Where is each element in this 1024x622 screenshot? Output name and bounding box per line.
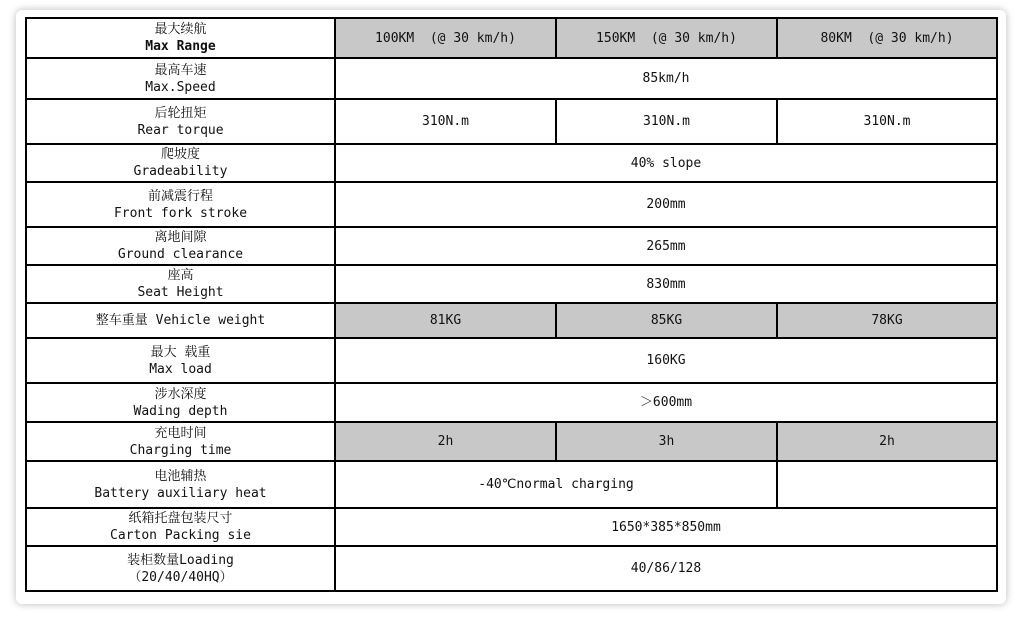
value-cell: 3h — [556, 422, 777, 461]
row-label — [26, 422, 335, 461]
spec-row-ground-clearance — [26, 227, 997, 265]
row-label: 整车重量 Vehicle weight — [26, 303, 335, 338]
label-en: Charging time — [129, 442, 232, 458]
row-label — [26, 508, 335, 546]
label-zh: 最高车速 — [154, 62, 207, 78]
row-label — [26, 182, 335, 227]
label-en: Gradeability — [133, 164, 228, 179]
spec-row-charging-time — [26, 422, 997, 461]
label-zh: 离地间隙 — [154, 230, 207, 245]
spec-row-max-speed — [26, 58, 997, 99]
value-cell: 40% slope — [335, 144, 997, 182]
label-en: Seat Height — [137, 285, 224, 300]
value-cell: 78KG — [777, 303, 997, 338]
label-en: Front fork stroke — [113, 205, 248, 221]
row-label — [26, 338, 335, 383]
spec-row-battery-heat — [26, 461, 997, 508]
label-zh: 最大续航 — [154, 22, 207, 37]
value-cell: 1650*385*850mm — [335, 508, 997, 546]
label-zh: 涉水深度 — [154, 386, 207, 402]
label-en: Rear torque — [137, 122, 224, 138]
label-en: Max.Speed — [145, 79, 216, 95]
label-zh: 充电时间 — [154, 425, 207, 441]
value-cell: 265mm — [335, 227, 997, 265]
value-cell: -40℃normal charging — [335, 461, 777, 508]
label-zh: 前减震行程 — [147, 188, 213, 204]
label-zh: 装柜数量Loading — [127, 552, 234, 568]
label-en: Wading depth — [133, 403, 228, 419]
label-en: Max load — [149, 361, 212, 377]
value-cell: 85KG — [556, 303, 777, 338]
row-label — [26, 265, 335, 303]
value-cell: 80KM (@ 30 km/h) — [777, 18, 997, 58]
value-cell: 310N.m — [335, 99, 556, 144]
spec-row-vehicle-weight — [26, 303, 997, 338]
row-label — [26, 18, 335, 58]
value-cell: 830mm — [335, 265, 997, 303]
label-en: Ground clearance — [117, 247, 244, 262]
label-zh: 最大 载重 — [150, 344, 211, 360]
spec-row-front-fork — [26, 182, 997, 227]
value-cell: 40/86/128 — [335, 546, 997, 591]
value-cell: 2h — [335, 422, 556, 461]
value-cell: 100KM (@ 30 km/h) — [335, 18, 556, 58]
label-en: （20/40/40HQ） — [128, 569, 233, 585]
label-zh: 纸箱托盘包装尺寸 — [128, 511, 233, 526]
row-label — [26, 227, 335, 265]
spec-row-rear-torque — [26, 99, 997, 144]
row-label — [26, 546, 335, 591]
value-cell: 160KG — [335, 338, 997, 383]
value-cell: ＞600mm — [335, 383, 997, 422]
spec-row-gradeability — [26, 144, 997, 182]
value-cell-empty — [777, 461, 997, 508]
label-zh: 后轮扭矩 — [154, 105, 207, 121]
label-en: Max Range — [145, 39, 216, 54]
spec-row-carton-packing — [26, 508, 997, 546]
spec-row-max-range — [26, 18, 997, 58]
value-cell: 310N.m — [777, 99, 997, 144]
value-cell: 310N.m — [556, 99, 777, 144]
value-cell: 2h — [777, 422, 997, 461]
spec-row-seat-height — [26, 265, 997, 303]
value-cell: 81KG — [335, 303, 556, 338]
label-en: Carton Packing sie — [110, 528, 251, 543]
value-cell: 200mm — [335, 182, 997, 227]
label-zh: 座高 — [167, 268, 194, 283]
value-cell: 150KM (@ 30 km/h) — [556, 18, 777, 58]
spec-row-max-load — [26, 338, 997, 383]
label-zh: 爬坡度 — [160, 147, 200, 162]
value-cell: 85km/h — [335, 58, 997, 99]
row-label — [26, 58, 335, 99]
spec-table — [25, 17, 998, 592]
label-en: Battery auxiliary heat — [94, 485, 267, 501]
row-label — [26, 99, 335, 144]
row-label — [26, 461, 335, 508]
spec-row-wading-depth — [26, 383, 997, 422]
row-label — [26, 383, 335, 422]
row-label — [26, 144, 335, 182]
label-zh: 电池辅热 — [154, 468, 207, 484]
spec-row-loading — [26, 546, 997, 591]
